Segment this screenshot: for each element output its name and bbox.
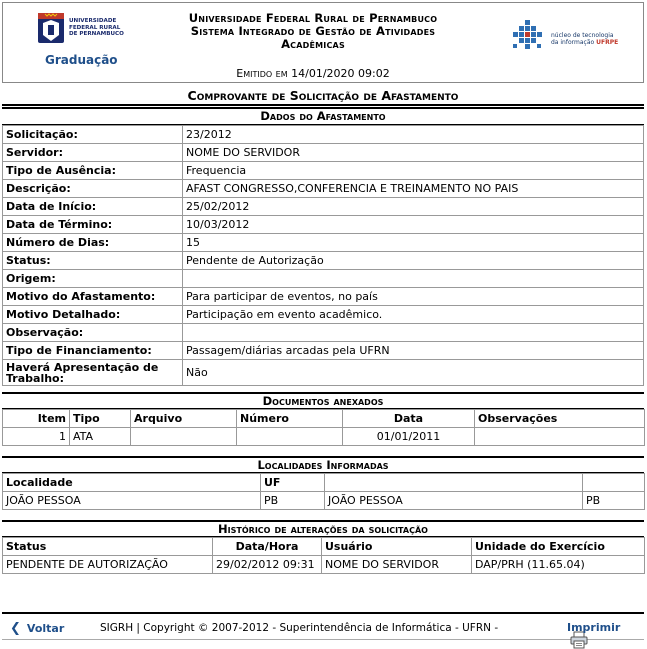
field-value: Para participar de eventos, no país xyxy=(183,288,644,306)
table-row xyxy=(3,342,644,360)
field-label: Servidor: xyxy=(3,144,183,162)
title-line: Universidade Federal Rural de Pernambuco xyxy=(188,11,438,25)
historico-header: Histórico de alterações da solicitação xyxy=(2,520,644,537)
historico-table xyxy=(2,537,645,574)
table-row xyxy=(3,144,644,162)
table-row xyxy=(3,306,644,324)
field-label: Motivo Detalhado: xyxy=(3,306,183,324)
hist-usuario: NOME DO SERVIDOR xyxy=(322,556,472,574)
documentos-table xyxy=(2,409,645,446)
table-row xyxy=(3,428,645,446)
field-value: Passagem/diárias arcadas pela UFRN xyxy=(183,342,644,360)
field-value: Pendente de Autorização xyxy=(183,252,644,270)
field-value: 10/03/2012 xyxy=(183,216,644,234)
doc-data: 01/01/2011 xyxy=(343,428,475,446)
table-row xyxy=(3,492,645,510)
table-row xyxy=(3,556,645,574)
table-row xyxy=(3,324,644,342)
documentos-section xyxy=(2,392,644,446)
col-arquivo: Arquivo xyxy=(131,410,237,428)
nti-logo xyxy=(511,18,641,58)
col-observacoes: Observações xyxy=(475,410,645,428)
field-value: NOME DO SERVIDOR xyxy=(183,144,644,162)
col-empty xyxy=(583,474,645,492)
voltar-button[interactable] xyxy=(10,621,64,636)
imprimir-button[interactable] xyxy=(567,618,644,649)
table-row xyxy=(3,360,644,386)
field-label: Número de Dias: xyxy=(3,234,183,252)
field-label: Observação: xyxy=(3,324,183,342)
localidades-table xyxy=(2,473,645,510)
field-label: Motivo do Afastamento: xyxy=(3,288,183,306)
table-row xyxy=(3,216,644,234)
field-label: Solicitação: xyxy=(3,126,183,144)
field-label: Origem: xyxy=(3,270,183,288)
col-status: Status xyxy=(3,538,213,556)
hist-datahora: 29/02/2012 09:31 xyxy=(213,556,322,574)
imprimir-label: Imprimir xyxy=(567,621,621,634)
doc-numero xyxy=(237,428,343,446)
col-item: Item xyxy=(3,410,70,428)
localidades-section xyxy=(2,456,644,510)
field-label: Data de Início: xyxy=(3,198,183,216)
table-row xyxy=(3,180,644,198)
loc-cell: PB xyxy=(583,492,645,510)
doc-item: 1 xyxy=(3,428,70,446)
page-title: Comprovante de Solicitação de Afastamento xyxy=(2,88,644,106)
hist-unidade: DAP/PRH (11.65.04) xyxy=(472,556,645,574)
report-header xyxy=(2,2,644,83)
doc-obs xyxy=(475,428,645,446)
table-row xyxy=(3,288,644,306)
emitted-date: Emitido em 14/01/2020 09:02 xyxy=(236,67,390,80)
doc-tipo: ATA xyxy=(70,428,131,446)
field-value: AFAST CONGRESSO,CONFERENCIA E TREINAMENTO NO PAIS xyxy=(183,180,644,198)
col-unidade: Unidade do Exercício xyxy=(472,538,645,556)
logo-text: UNIVERSIDADE FEDERAL RURAL DE PERNAMBUCO xyxy=(69,18,124,37)
dados-section xyxy=(2,107,644,386)
col-uf: UF xyxy=(261,474,325,492)
hist-status: PENDENTE DE AUTORIZAÇÃO xyxy=(3,556,213,574)
table-row xyxy=(3,198,644,216)
col-data: Data xyxy=(343,410,475,428)
col-empty xyxy=(325,474,583,492)
title-line: Sistema Integrado de Gestão de Atividades xyxy=(190,24,436,38)
field-value: 25/02/2012 xyxy=(183,198,644,216)
field-value: Participação em evento acadêmico. xyxy=(183,306,644,324)
table-row xyxy=(3,234,644,252)
documentos-header: Documentos anexados xyxy=(2,392,644,409)
table-row xyxy=(3,162,644,180)
ufrpe-crest-icon xyxy=(37,11,65,47)
loc-cell: JOÃO PESSOA xyxy=(3,492,261,510)
field-label: Haverá Apresentação de Trabalho: xyxy=(3,360,183,386)
table-row xyxy=(3,252,644,270)
dados-table xyxy=(2,125,644,386)
copyright-text: SIGRH | Copyright © 2007-2012 - Superintendência de Informática - UFRN - xyxy=(100,622,499,634)
field-label: Tipo de Financiamento: xyxy=(3,342,183,360)
col-numero: Número xyxy=(237,410,343,428)
nti-grid-icon xyxy=(511,18,547,58)
header-subtitle: Graduação xyxy=(45,53,118,67)
voltar-label: Voltar xyxy=(26,622,65,635)
ufrpe-logo xyxy=(37,11,122,49)
localidades-header: Localidades Informadas xyxy=(2,456,644,473)
col-localidade: Localidade xyxy=(3,474,261,492)
table-row xyxy=(3,270,644,288)
nti-text: núcleo de tecnologia da informação UFRPE xyxy=(551,32,619,46)
field-value xyxy=(183,270,644,288)
loc-cell: PB xyxy=(261,492,325,510)
loc-cell: JOÃO PESSOA xyxy=(325,492,583,510)
footer xyxy=(2,612,644,640)
table-row xyxy=(3,126,644,144)
doc-arquivo xyxy=(131,428,237,446)
field-value: 15 xyxy=(183,234,644,252)
field-label: Data de Término: xyxy=(3,216,183,234)
field-label: Status: xyxy=(3,252,183,270)
field-value xyxy=(183,324,644,342)
col-tipo: Tipo xyxy=(70,410,131,428)
field-label: Descrição: xyxy=(3,180,183,198)
chevron-left-icon: ❮ xyxy=(10,621,21,636)
field-value: Não xyxy=(183,360,644,386)
field-value: Frequencia xyxy=(183,162,644,180)
col-datahora: Data/Hora xyxy=(213,538,322,556)
dados-header: Dados do Afastamento xyxy=(2,107,644,125)
field-label: Tipo de Ausência: xyxy=(3,162,183,180)
field-value: 23/2012 xyxy=(183,126,644,144)
title-line: Acadêmicas xyxy=(281,37,345,51)
institution-title xyxy=(123,12,503,51)
col-usuario: Usuário xyxy=(322,538,472,556)
historico-section xyxy=(2,520,644,574)
